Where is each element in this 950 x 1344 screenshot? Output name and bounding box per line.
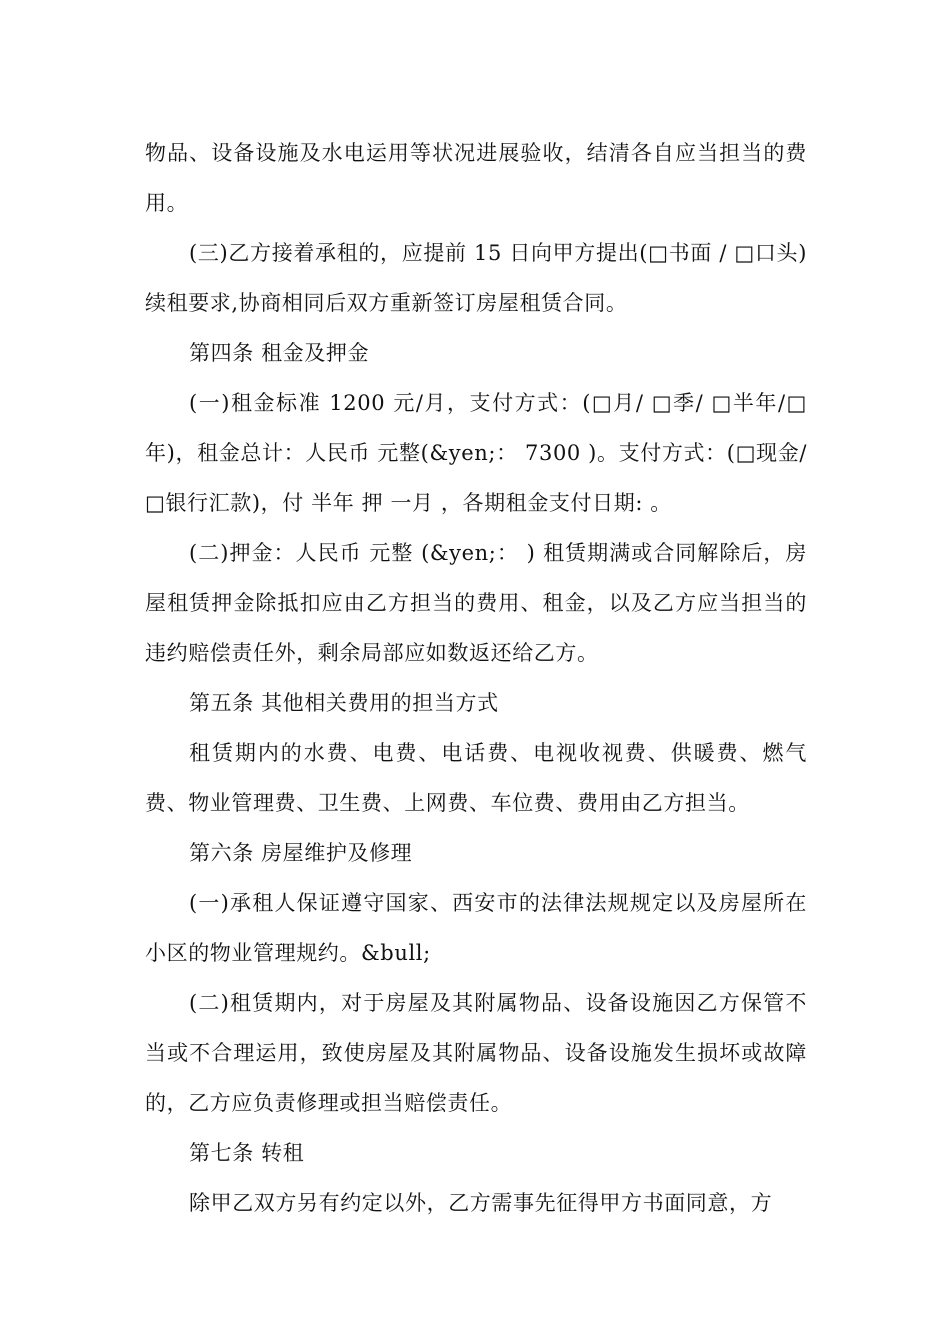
paragraph: 除甲乙双方另有约定以外，乙方需事先征得甲方书面同意，方 [189,1191,773,1215]
section-heading: 第七条 转租 [189,1141,305,1165]
section-heading: 第六条 房屋维护及修理 [189,841,413,865]
paragraph: 物品、设备设施及水电运用等状况进展验收，结清各自应当担当的费用。 [145,141,807,215]
document-body [145,128,807,1228]
paragraph: (二)押金：人民币 元整 (&yen;： ) 租赁期满或合同解除后，房屋租赁押金除抵扣应由乙方担当的费用、租金，以及乙方应当担当的违约赔偿责任外，剩余局部应如数返还给乙方。 [145,541,807,665]
section-heading: 第四条 租金及押金 [189,341,370,365]
paragraph: (三)乙方接着承租的，应提前 15 日向甲方提出(□书面 / □口头)续租要求,协商相同后双方重新签订房屋租赁合同。 [145,241,807,315]
paragraph: 租赁期内的水费、电费、电话费、电视收视费、供暖费、燃气费、物业管理费、卫生费、上网费、车位费、费用由乙方担当。 [145,741,807,815]
paragraph: (一)租金标准 1200 元/月，支付方式：(□月/ □季/ □半年/□年)，租金总计：人民币 元整(&yen;： 7300 )。支付方式：(□现金/□银行汇款)，付 半年 押 一月 ，各期租金支付日期: 。 [145,391,807,515]
paragraph: (一)承租人保证遵守国家、西安市的法律法规规定以及房屋所在小区的物业管理规约。&bull; [145,891,807,965]
paragraph: (二)租赁期内，对于房屋及其附属物品、设备设施因乙方保管不当或不合理运用，致使房屋及其附属物品、设备设施发生损坏或故障的，乙方应负责修理或担当赔偿责任。 [145,991,807,1115]
section-heading: 第五条 其他相关费用的担当方式 [189,691,499,715]
